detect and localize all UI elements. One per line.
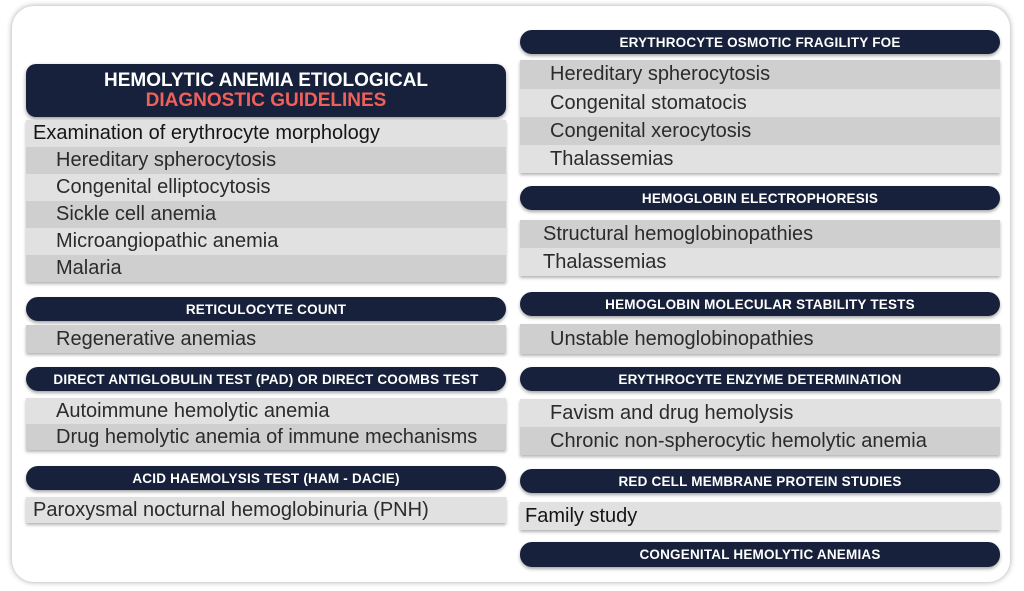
ham-list: [26, 497, 506, 523]
electrophoresis-list: [520, 220, 1000, 276]
list-item: Regenerative anemias: [26, 325, 506, 353]
list-item: Congenital xerocytosis: [520, 117, 1000, 145]
congenital-hemolytic-pill: CONGENITAL HEMOLYTIC ANEMIAS: [520, 542, 1000, 567]
list-item: Drug hemolytic anemia of immune mechanisms: [26, 424, 506, 450]
list-item: Congenital elliptocytosis: [26, 174, 506, 201]
molecular-stability-pill: HEMOGLOBIN MOLECULAR STABILITY TESTS: [520, 292, 1000, 316]
title-box: [26, 64, 506, 117]
list-item: Congenital stomatocis: [520, 89, 1000, 117]
direct-coombs-pill: DIRECT ANTIGLOBULIN TEST (PAD) OR DIRECT COOMBS TEST: [26, 367, 506, 391]
osmotic-fragility-pill: ERYTHROCYTE OSMOTIC FRAGILITY FOE: [520, 30, 1000, 54]
list-item: Thalassemias: [520, 145, 1000, 173]
title-line-2: DIAGNOSTIC GUIDELINES: [145, 89, 387, 111]
list-item: Malaria: [26, 255, 506, 282]
list-item: Sickle cell anemia: [26, 201, 506, 228]
list-item: Structural hemoglobinopathies: [520, 220, 1000, 248]
list-item: Family study: [520, 502, 1000, 530]
enzyme-determination-pill: ERYTHROCYTE ENZYME DETERMINATION: [520, 367, 1000, 391]
list-item: Favism and drug hemolysis: [520, 399, 1000, 427]
list-item: Paroxysmal nocturnal hemoglobinuria (PNH): [26, 497, 506, 523]
list-item: Chronic non-spherocytic hemolytic anemia: [520, 427, 1000, 455]
enzyme-list: [520, 399, 1000, 455]
list-item: Unstable hemoglobinopathies: [520, 324, 1000, 354]
title-line-1: HEMOLYTIC ANEMIA ETIOLOGICAL: [103, 69, 429, 91]
hemoglobin-electrophoresis-pill: HEMOGLOBIN ELECTROPHORESIS: [520, 186, 1000, 210]
list-item: Autoimmune hemolytic anemia: [26, 398, 506, 424]
membrane-list: [520, 502, 1000, 530]
reticulocyte-count-pill: RETICULOCYTE COUNT: [26, 297, 506, 321]
stability-list: [520, 324, 1000, 354]
list-item: Thalassemias: [520, 248, 1000, 276]
list-item: Hereditary spherocytosis: [520, 60, 1000, 89]
coombs-list: [26, 398, 506, 450]
morphology-header: Examination of erythrocyte morphology: [26, 120, 506, 147]
list-item: Hereditary spherocytosis: [26, 147, 506, 174]
acid-haemolysis-pill: ACID HAEMOLYSIS TEST (HAM - DACIE): [26, 466, 506, 490]
reticulocyte-list: [26, 325, 506, 353]
morphology-list: [26, 120, 506, 282]
membrane-protein-pill: RED CELL MEMBRANE PROTEIN STUDIES: [520, 469, 1000, 493]
list-item: Microangiopathic anemia: [26, 228, 506, 255]
osmotic-list: [520, 60, 1000, 173]
